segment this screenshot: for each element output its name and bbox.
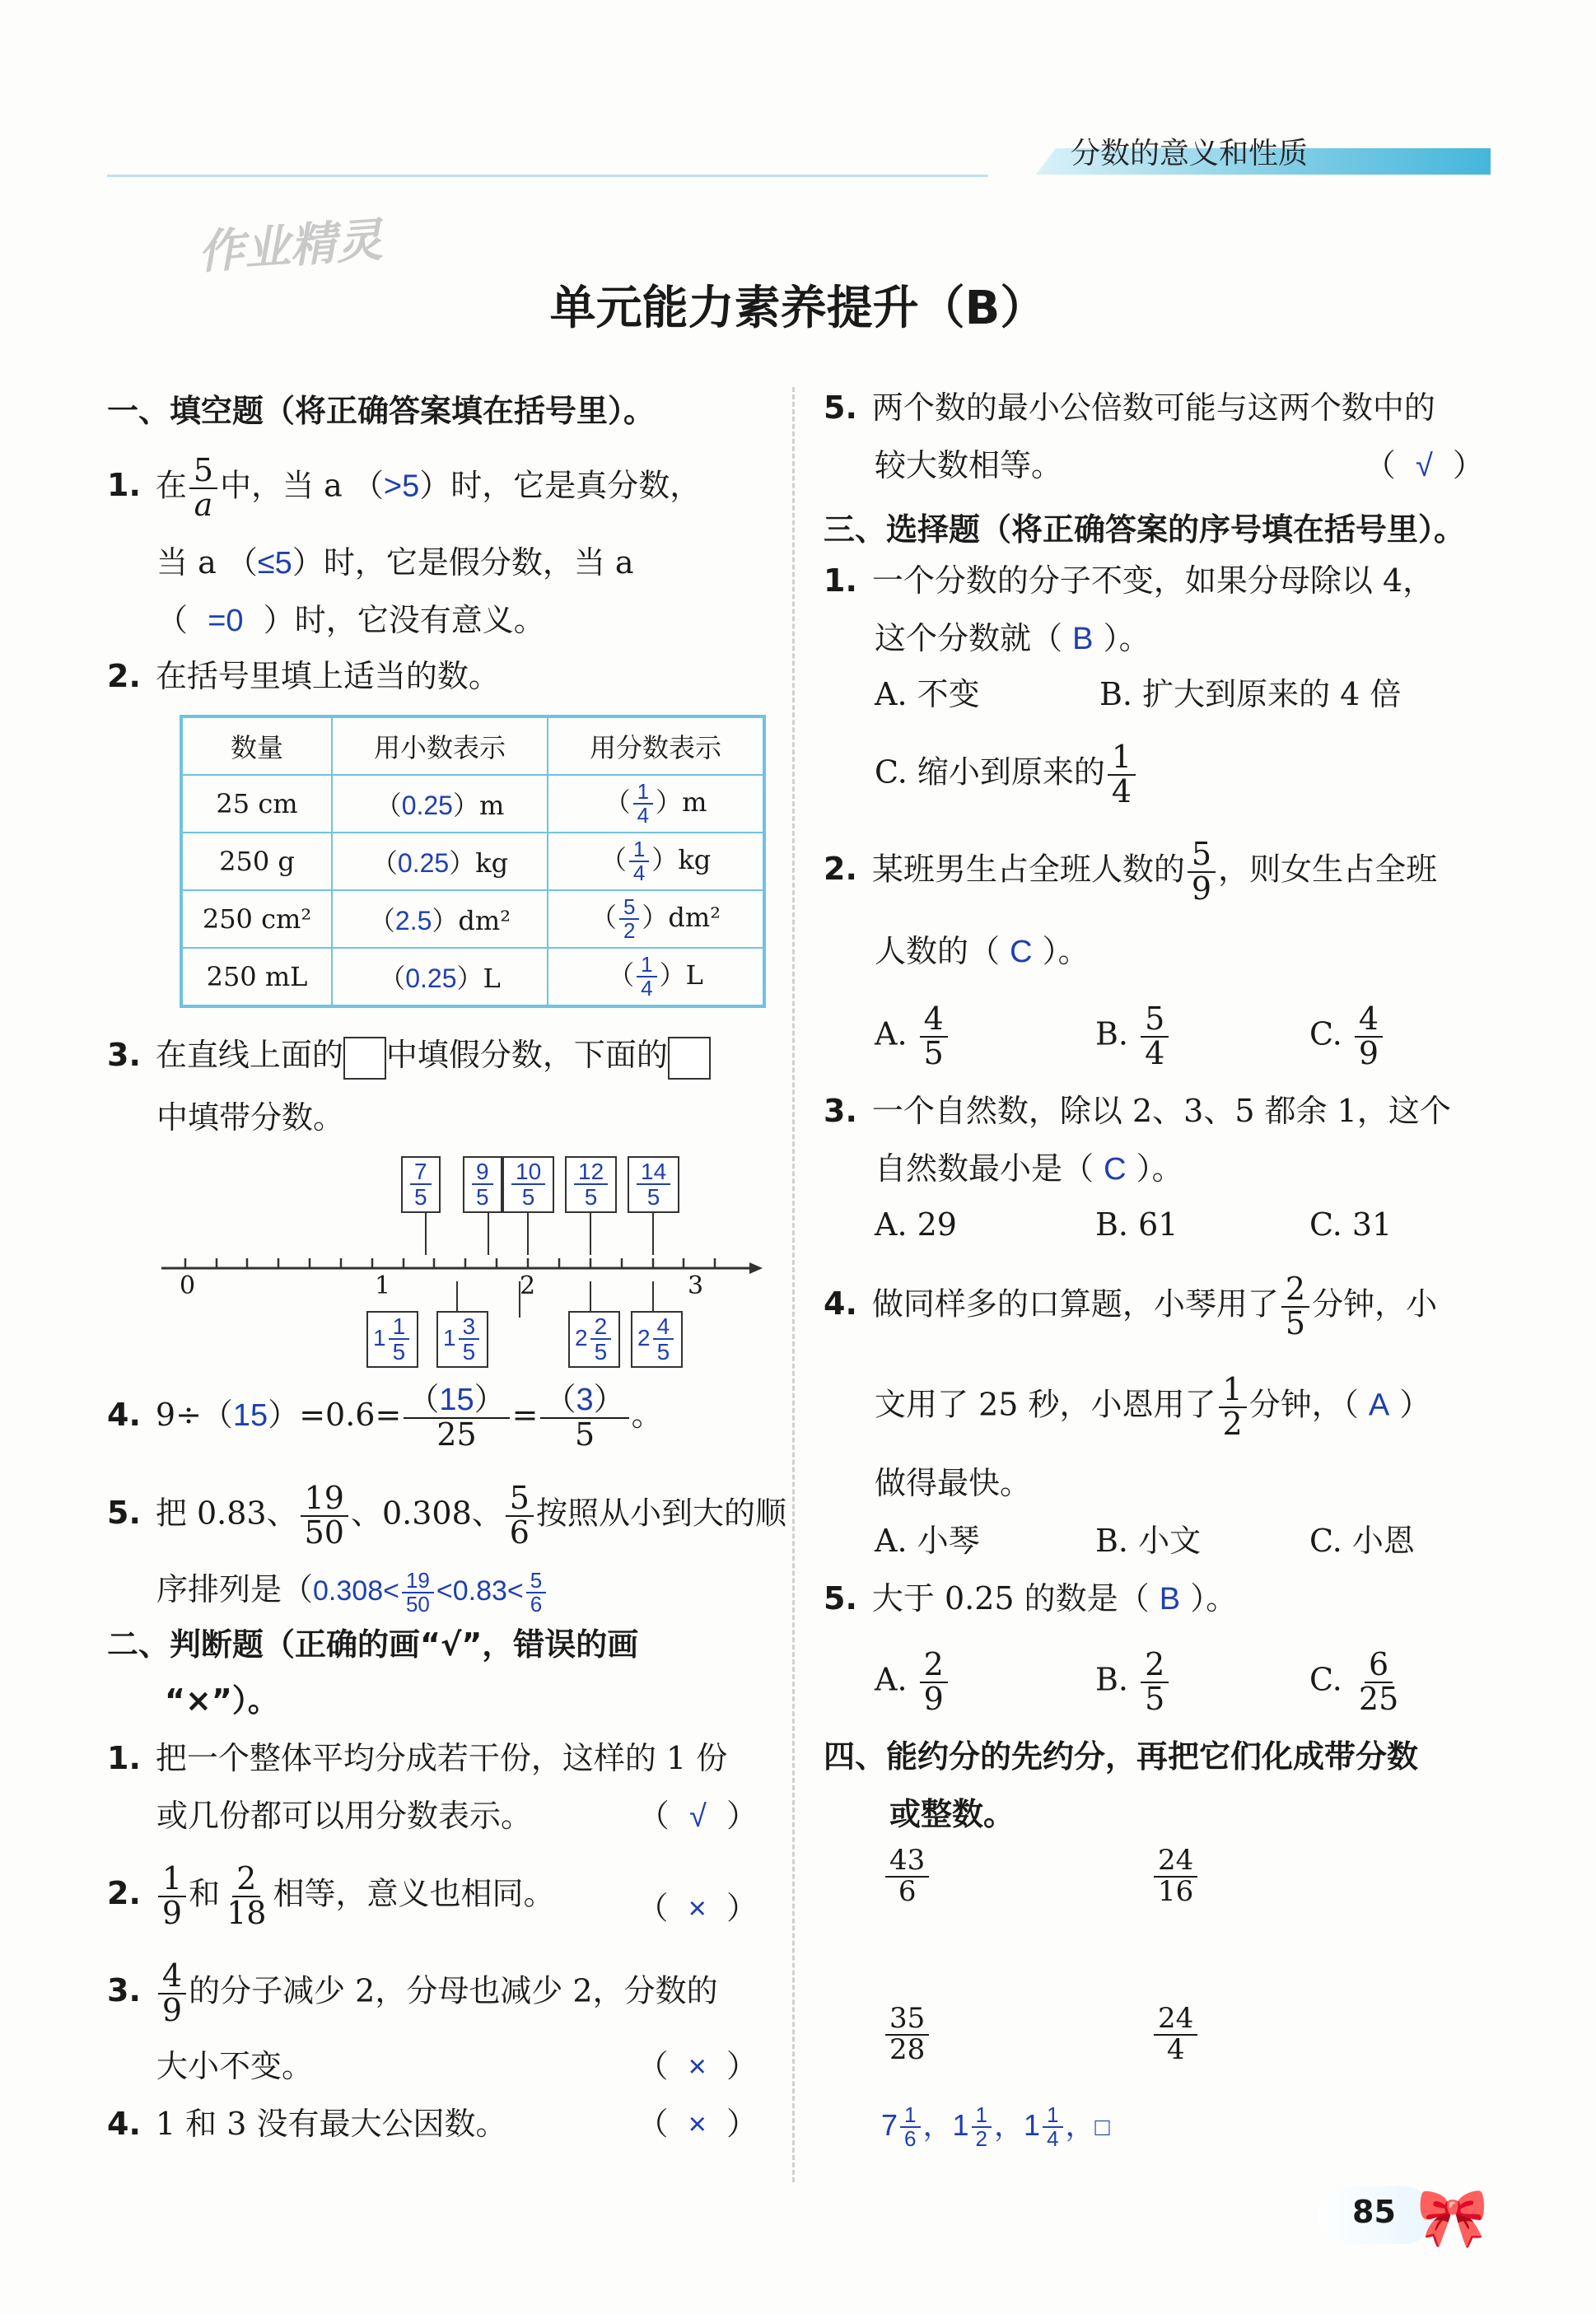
fraction: $\frac{(15)}{25}$ xyxy=(404,1383,509,1452)
mc-q1-option-b: B. 扩大到原来的 4 倍 xyxy=(1099,676,1402,712)
table-row: 250 g （0.25）kg （ $\frac{1}{4}$ ）kg xyxy=(181,833,764,890)
fill-q3-line2: 中填带分数。 xyxy=(156,1099,345,1136)
mc-q2-line1: 2. 某班男生占全班人数的 $\frac{5}{9}$ ，则女生占全班 xyxy=(824,836,1438,907)
column-divider xyxy=(792,387,795,2182)
mc-q2-option-b: B. $\frac{5}{4}$ xyxy=(1095,1003,1171,1071)
mc-q1-line1: 1. 一个分数的分子不变，如果分母除以 4， xyxy=(824,562,1435,599)
watermark: 作业精灵 xyxy=(196,213,385,280)
mc-q5-option-c: C. $\frac{6}{25}$ xyxy=(1309,1646,1399,1717)
answer: × xyxy=(688,2050,707,2084)
answer: C xyxy=(1010,935,1033,969)
top-answer-box: $\frac{9}{5}$ xyxy=(463,1156,502,1213)
table-header-row: 数量 用小数表示 用分数表示 xyxy=(181,716,764,775)
mc-q5-option-b: B. $\frac{2}{5}$ xyxy=(1095,1649,1171,1716)
section-fill-blank-heading: 一、填空题（将正确答案填在括号里）。 xyxy=(107,393,656,429)
section-simplify-heading-cont: 或整数。 xyxy=(889,1796,1015,1832)
section-true-false-heading-cont: “×”）。 xyxy=(165,1682,279,1719)
number-line xyxy=(156,1153,766,1375)
simplify-fraction: $\frac{24}{16}$ xyxy=(1151,1845,1200,1906)
top-answer-box: $\frac{7}{5}$ xyxy=(401,1156,441,1213)
tf-q5-line1: 5. 两个数的最小公倍数可能与这两个数中的 xyxy=(824,390,1435,426)
page-number: 85 xyxy=(1352,2194,1396,2230)
bottom-answer-box: 2 $\frac{2}{5}$ xyxy=(568,1311,620,1368)
section-choice-heading: 三、选择题（将正确答案的序号填在括号里）。 xyxy=(824,511,1466,548)
mc-q4-option-a: A. 小琴 xyxy=(875,1523,980,1559)
answer-fraction: $\frac{5}{2}$ xyxy=(619,896,639,943)
answer: 15 xyxy=(232,1397,268,1433)
mc-q2-option-a: A. $\frac{4}{5}$ xyxy=(875,1003,950,1071)
answer: √ xyxy=(688,1799,707,1834)
fill-q2-text: 2. 在括号里填上适当的数。 xyxy=(107,658,500,694)
fill-q1-line3: （ =0 ）时，它没有意义。 xyxy=(156,602,545,638)
section-true-false-heading: 二、判断题（正确的画“√”，错误的画 xyxy=(107,1626,639,1663)
mc-q3-option-c: C. 31 xyxy=(1309,1206,1393,1243)
answer-fraction: $\frac{1}{4}$ xyxy=(637,954,656,1001)
tf-q5-line2: 较大数相等。 （ √ ） xyxy=(875,447,1484,483)
chapter-title: 分数的意义和性质 xyxy=(1071,137,1309,170)
header-rule xyxy=(107,175,988,177)
tf-q4: 4. 1 和 3 没有最大公因数。 （ × ） xyxy=(107,2106,758,2142)
mc-q1-option-a: A. 不变 xyxy=(875,676,980,712)
mc-q4-line2: 文用了 25 秒，小恩用了 $\frac{1}{2}$ 分钟，（ A ） xyxy=(875,1371,1431,1442)
conversion-table xyxy=(180,715,766,1008)
answer: ≤5 xyxy=(257,546,292,581)
simplify-fraction: $\frac{24}{4}$ xyxy=(1151,2003,1200,2064)
answer: 0.25 xyxy=(401,791,453,820)
top-answer-box: $\frac{10}{5}$ xyxy=(502,1156,554,1213)
top-answer-box: $\frac{14}{5}$ xyxy=(628,1156,679,1213)
mc-q2-line2: 人数的（ C ）。 xyxy=(875,933,1090,969)
bottom-answer-box: 1 $\frac{1}{5}$ xyxy=(366,1311,418,1368)
answer-fraction: $\frac{1}{4}$ xyxy=(633,781,653,828)
mc-q4-option-c: C. 小恩 xyxy=(1309,1523,1415,1559)
table-row: 250 mL （0.25）L （ $\frac{1}{4}$ ）L xyxy=(181,948,764,1006)
answer: =0 xyxy=(208,604,244,638)
simplify-fraction: $\frac{35}{28}$ xyxy=(883,2003,931,2064)
tf-q1-line2: 或几份都可以用分数表示。 （ √ ） xyxy=(156,1798,758,1834)
simplify-fraction: $\frac{43}{6}$ xyxy=(883,1845,931,1906)
tf-q3-line2: 大小不变。 （ × ） xyxy=(156,2048,758,2084)
simplify-answers: 7 $\frac{1}{6}$ ，1 $\frac{1}{2}$ ，1 $\frac{1}{4}$ ，□ xyxy=(881,2102,1110,2152)
mc-q3-line1: 3. 一个自然数，除以 2、3、5 都余 1，这个 xyxy=(824,1093,1451,1129)
tick-label: 2 xyxy=(520,1271,536,1300)
table-row: 25 cm （0.25）m （ $\frac{1}{4}$ ）m xyxy=(181,775,764,833)
tf-q3-line1: 3. $\frac{4}{9}$ 的分子减少 2，分母也减少 2，分数的 xyxy=(107,1957,718,2028)
mc-q2-option-c: C. $\frac{4}{9}$ xyxy=(1309,1003,1385,1071)
fill-q3-line1: 3. 在直线上面的 中填假分数，下面的 xyxy=(107,1026,711,1084)
tf-q1-line1: 1. 把一个整体平均分成若干份，这样的 1 份 xyxy=(107,1740,728,1776)
answer-fraction: $\frac{1}{4}$ xyxy=(629,838,649,885)
answer: B xyxy=(1072,622,1094,656)
answer: × xyxy=(688,2107,707,2142)
mc-q1-line2: 这个分数就（ B ）。 xyxy=(875,620,1150,656)
answer: 0.308< $\frac{19}{50}$ <0.83< $\frac{5}{6}$ xyxy=(313,1575,548,1607)
section-simplify-heading: 四、能约分的先约分，再把它们化成带分数 xyxy=(824,1738,1419,1775)
bottom-answer-box: 2 $\frac{4}{5}$ xyxy=(631,1311,683,1368)
answer: C xyxy=(1104,1152,1127,1187)
fill-q5-line1: 5. 把 0.83、 $\frac{19}{50}$ 、0.308、 $\frac{5}{6}$ 按照从小到大的顺 xyxy=(107,1480,786,1551)
tick-label: 1 xyxy=(375,1271,391,1300)
mc-q3-line2: 自然数最小是（ C ）。 xyxy=(875,1150,1183,1187)
fraction: $\frac{(3)}{5}$ xyxy=(540,1383,628,1452)
mc-q4-line3: 做得最快。 xyxy=(875,1465,1032,1501)
fraction: $\frac{5}{a}$ xyxy=(189,455,217,522)
answer: >5 xyxy=(383,469,420,504)
answer: × xyxy=(688,1892,707,1926)
mc-q4-line1: 4. 做同样多的口算题，小琴用了 $\frac{2}{5}$ 分钟，小 xyxy=(824,1271,1438,1341)
fill-q5-line2: 序排列是（0.308< $\frac{19}{50}$ <0.83< $\frac{5}{6}$ xyxy=(156,1561,548,1620)
fill-q1-line1: 1. 在 $\frac{5}{a}$ 中，当 a （>5）时，它是真分数， xyxy=(107,452,702,523)
page-title: 单元能力素养提升（B） xyxy=(549,282,1047,335)
answer: 2.5 xyxy=(394,906,432,935)
answer-box xyxy=(668,1037,711,1080)
tick-label: 0 xyxy=(180,1271,196,1300)
answer: √ xyxy=(1415,449,1433,483)
mc-q4-option-b: B. 小文 xyxy=(1095,1523,1202,1559)
tf-q2: 2. $\frac{1}{9}$ 和 $\frac{2}{18}$ 相等，意义也相同。 （ × ） xyxy=(107,1860,758,1931)
mc-q3-option-a: A. 29 xyxy=(875,1206,957,1243)
question-number: 1. xyxy=(107,467,141,504)
mc-q5-line1: 5. 大于 0.25 的数是（ B ）。 xyxy=(824,1580,1238,1617)
answer-box xyxy=(343,1037,386,1080)
mc-q3-option-b: B. 61 xyxy=(1095,1206,1178,1243)
answer: 0.25 xyxy=(405,963,457,993)
table-row: 250 cm² （2.5）dm² （ $\frac{5}{2}$ ）dm² xyxy=(181,890,764,948)
answer: 0.25 xyxy=(397,848,450,878)
bottom-answer-box: 1 $\frac{3}{5}$ xyxy=(436,1311,488,1368)
tick-label: 3 xyxy=(688,1271,704,1300)
answer: B xyxy=(1159,1582,1181,1617)
fill-q1-line2: 当 a （≤5）时，它是假分数，当 a xyxy=(156,544,634,581)
mc-q1-option-c: C. 缩小到原来的 $\frac{1}{4}$ xyxy=(875,741,1138,809)
fill-q4: 4. 9÷（15）=0.6= $\frac{(15)}{25}$ = $\frac{(3)}{5}$ 。 xyxy=(107,1381,663,1453)
top-answer-box: $\frac{12}{5}$ xyxy=(565,1156,617,1213)
bow-icon: 🎀 xyxy=(1416,2184,1489,2251)
answer: A xyxy=(1368,1388,1390,1423)
mc-q5-option-a: A. $\frac{2}{9}$ xyxy=(875,1649,950,1716)
